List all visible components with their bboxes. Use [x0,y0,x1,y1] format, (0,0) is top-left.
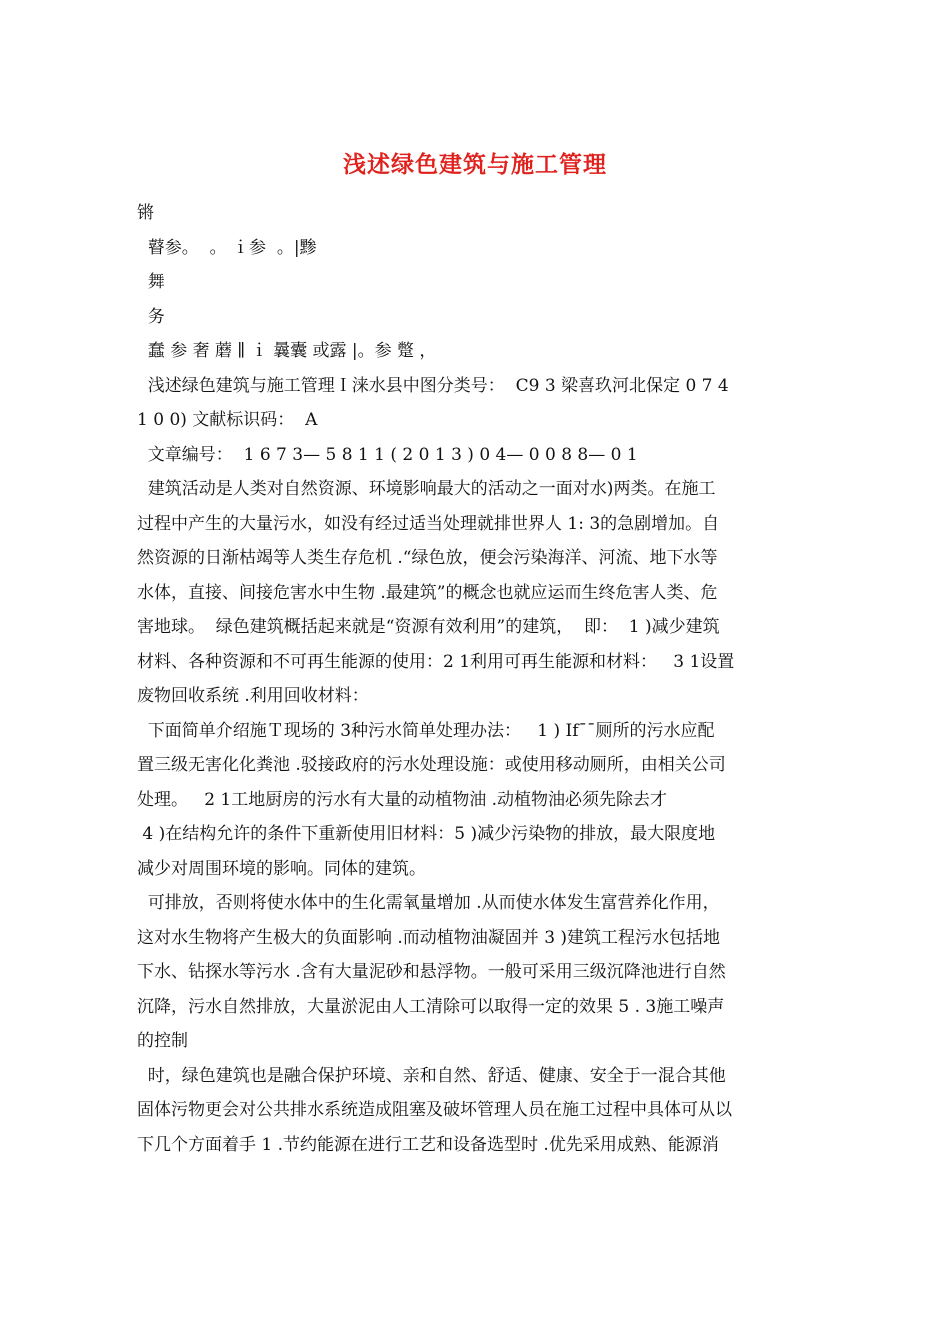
text-line: 1 0 0) 文献标识码： A [137,410,318,430]
text-line: 锵 [137,203,154,223]
text-line: 废物回收系统 .利用回收材料： [137,686,369,706]
text-line: 固体污物更会对公共排水系统造成阻塞及破坏管理人员在施工过程中具体可从以 [137,1100,732,1120]
text-line: 过程中产生的大量污水，如没有经过适当处理就排世界人 1: 3的急剧增加。自 [137,513,720,534]
text-line: 然资源的日渐枯竭等人类生存危机 .“绿色放，便会污染海洋、河流、地下水等 [137,548,718,568]
text-line: 的控制 [137,1031,188,1051]
text-line: 建筑活动是人类对自然资源、环境影响最大的活动之一面对水)两类。在施工 [137,479,716,499]
text-line: 这对水生物将产生极大的负面影响 .而动植物油凝固并 3 )建筑工程污水包括地 [137,927,721,948]
document-title: 浅述绿色建筑与施工管理 [343,151,607,178]
text-line: 瞽参。 。 ｉ参 。|黪 [137,237,317,258]
text-line: 下面简单介绍施Ｔ现场的 3种污水简单处理办法： 1 ) If¯¯厕所的污水应配 [137,720,715,741]
text-line: 舞 [137,272,165,292]
document-body [137,196,817,1162]
text-line: 减少对周围环境的影响。同体的建筑。 [137,858,426,879]
text-line: 水体，直接、间接危害水中生物 .最建筑”的概念也就应运而生终危害人类、危 [137,582,718,603]
text-line: 时，绿色建筑也是融合保护环境、亲和自然、舒适、健康、安全于一混合其他 [137,1065,726,1086]
text-line: 材料、各种资源和不可再生能源的使用：2 1利用可再生能源和材料： 3 1设置 [137,651,735,672]
text-line: 沉降，污水自然排放，大量淤泥由人工清除可以取得一定的效果 5 . 3施工噪声 [137,996,725,1017]
text-line: 浅述绿色建筑与施工管理Ｉ涞水县中图分类号： C9 3 梁喜玖河北保定 0 7 4 [137,375,729,396]
text-line: 蠢 参 奢 蘑 ∥ ｉ 曩囊 或露 |。参 蹩 ， [137,341,437,361]
text-line: 下几个方面着手 1 .节约能源在进行工艺和设备选型时 .优先采用成熟、能源消 [137,1134,719,1155]
text-line: 害地球。 绿色建筑概括起来就是“资源有效利用”的建筑， 即： 1 )减少建筑 [137,617,720,637]
text-line: 务 [137,306,165,327]
text-line: 可排放，否则将使水体中的生化需氧量增加 .从而使水体发生富营养化作用， [137,893,720,913]
text-line: 下水、钻探水等污水 .含有大量泥砂和悬浮物。一般可采用三级沉降池进行自然 [137,962,726,982]
text-line: 处理。 2 1工地厨房的污水有大量的动植物油 .动植物油必须先除去才 [137,789,668,810]
text-line: 置三级无害化化粪池 .驳接政府的污水处理设施：或使用移动厕所，由相关公司 [137,755,726,775]
text-line: 文章编号： 1 6 7 3— 5 8 1 1 ( 2 0 1 3 ) 0 4— 0 0 8 8— 0 1 [137,444,638,465]
text-line: 4 )在结构允许的条件下重新使用旧材料：5 )减少污染物的排放，最大限度地 [137,824,716,844]
